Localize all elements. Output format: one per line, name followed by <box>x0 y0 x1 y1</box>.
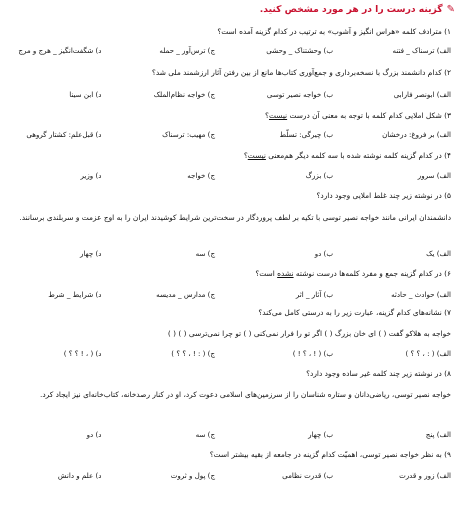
question-8-passage: خواجه نصیر توسی، ریاضی‌دانان و ستاره شناسان را از سرزمین‌های اسلامی دعوت کرد، او در کنار رصدخانه، کتاب‌خانه‌ای نیز ایجاد کرد. <box>40 390 451 399</box>
q5-option-d[interactable]: د) چهار <box>79 249 102 258</box>
q8-option-d[interactable]: د) دو <box>86 430 102 439</box>
question-5: ۵) در نوشته زیر چند غلط املایی وجود دارد؟ <box>316 191 451 200</box>
q1-option-c[interactable]: ج) ترس‌آور _ حمله <box>159 46 216 55</box>
worksheet-title <box>260 4 455 15</box>
question-2-options <box>14 90 451 100</box>
question-3-options <box>14 130 451 140</box>
q6-underlined-word: نشده <box>277 269 294 278</box>
q8-option-c[interactable]: ج) سه <box>195 430 216 439</box>
question-6-options <box>14 290 451 300</box>
q4-text-end: ؟ <box>243 151 248 160</box>
q6-text-end: است؟ <box>255 269 278 278</box>
question-4 <box>14 151 451 161</box>
q3-underlined-word: نیست <box>268 111 288 120</box>
q3-option-c[interactable]: ج) مهیب: ترسناک <box>162 130 216 139</box>
q4-option-c[interactable]: ج) خواجه <box>187 171 216 180</box>
question-3 <box>14 111 451 121</box>
q5-option-a[interactable]: الف) یک <box>426 249 451 258</box>
q9-option-b[interactable]: ب) قدرت نظامی <box>282 471 334 480</box>
q3-option-a[interactable]: الف) بر فروغ: درخشان <box>382 130 451 139</box>
q2-option-d[interactable]: د) ابن سینا <box>69 90 102 99</box>
question-7: ۷) نشانه‌های کدام گزینه، عبارت زیر را به درستی کامل می‌کند؟ <box>258 308 451 317</box>
question-1-options <box>14 46 451 56</box>
question-2: ۲) کدام دانشمند بزرگ با نسخه‌برداری و جمع‌آوری کتاب‌ها مانع از بین رفتن آثار ارزشمند ملی شد؟ <box>151 68 451 77</box>
q2-option-b[interactable]: ب) خواجه نصیر توسی <box>266 90 334 99</box>
question-6 <box>14 269 451 279</box>
q6-option-b[interactable]: ب) آثار _ اثر <box>295 290 334 299</box>
q6-option-d[interactable]: د) شرایط _ شرط <box>48 290 102 299</box>
q1-option-d[interactable]: د) شگفت‌انگیز _ هرج و مرج <box>18 46 102 55</box>
q4-option-d[interactable]: د) وزیر <box>80 171 102 180</box>
q6-text: ۶) در کدام گزینه جمع و مفرد کلمه‌ها درست نوشته <box>293 269 451 278</box>
question-8: ۸) در نوشته زیر چند کلمه غیر ساده وجود دارد؟ <box>306 369 451 378</box>
q8-option-a[interactable]: الف) پنج <box>425 430 451 439</box>
q1-option-a[interactable]: الف) ترسناک _ فتنه <box>392 46 451 55</box>
q9-option-c[interactable]: ج) پول و ثروت <box>170 471 216 480</box>
q7-option-d[interactable]: د) ( ، ! ؟ ؟ ) <box>63 349 102 358</box>
question-1: ۱) مترادف کلمه «هراس انگیز و آشوب» به ترتیب در کدام گزینه آمده است؟ <box>217 27 451 36</box>
pencil-icon: ✎ <box>446 4 455 15</box>
question-7-options <box>14 349 451 359</box>
q3-text: ۳) شکل املایی کدام کلمه با توجه به معنی آن درست <box>287 111 451 120</box>
q7-option-c[interactable]: ج) ( : ! ، ؟ ؟ ) <box>171 349 216 358</box>
q5-option-c[interactable]: ج) سه <box>195 249 216 258</box>
question-5-options <box>14 249 451 259</box>
q4-underlined-word: نیست <box>247 151 266 160</box>
q3-option-d[interactable]: د) قبل‌علم: کشتار گروهی <box>26 130 102 139</box>
title-text: گزینه درست را در هر مورد مشخص کنید. <box>259 4 443 15</box>
question-9-options <box>14 471 451 481</box>
q9-option-a[interactable]: الف) زور و قدرت <box>399 471 451 480</box>
q4-option-b[interactable]: ب) بزرگ <box>305 171 334 180</box>
question-4-options <box>14 171 451 181</box>
q3-option-b[interactable]: ب) چیرگی: تسلّط <box>279 130 334 139</box>
q7-option-a[interactable]: الف) ( : ، ؟ ؟ ) <box>405 349 451 358</box>
question-7-passage: خواجه به هلاکو گفت ( ) ای خان بزرگ ( ) اگر تو را فرار نمی‌کنی ( ) تو چرا نمی‌ترسی ( ) ( ) <box>167 329 451 338</box>
q2-option-a[interactable]: الف) ابونصر فارابی <box>393 90 451 99</box>
q6-option-c[interactable]: ج) مدارس _ مدیسه <box>156 290 216 299</box>
q4-text: ۴) در کدام گزینه کلمه نوشته شده با سه کلمه دیگر هم‌معنی <box>265 151 451 160</box>
q7-option-b[interactable]: ب) ( ! ، ؟ ! ) <box>292 349 334 358</box>
question-8-options <box>14 430 451 440</box>
q9-option-d[interactable]: د) علم و دانش <box>57 471 102 480</box>
q2-option-c[interactable]: ج) خواجه نظام‌الملک <box>153 90 216 99</box>
q5-option-b[interactable]: ب) دو <box>314 249 334 258</box>
question-9: ۹) به نظر خواجه نصیر توسی، اهمیّت کدام گزینه در جامعه از بقیه بیشتر است؟ <box>209 450 451 459</box>
question-5-passage: دانشمندان ایرانی مانند خواجه نصیر توسی با تکیه بر لطف پروردگار در سخت‌ترین شرایط کوشیدند ایران را به اوج عزمت و سربلندی برسانند. <box>19 213 451 222</box>
q1-option-b[interactable]: ب) وحشتناک _ وحشی <box>266 46 334 55</box>
q8-option-b[interactable]: ب) چهار <box>308 430 334 439</box>
q4-option-a[interactable]: الف) سرور <box>417 171 451 180</box>
q3-text-end: ؟ <box>265 111 269 120</box>
q6-option-a[interactable]: الف) حوادث _ حادثه <box>391 290 451 299</box>
